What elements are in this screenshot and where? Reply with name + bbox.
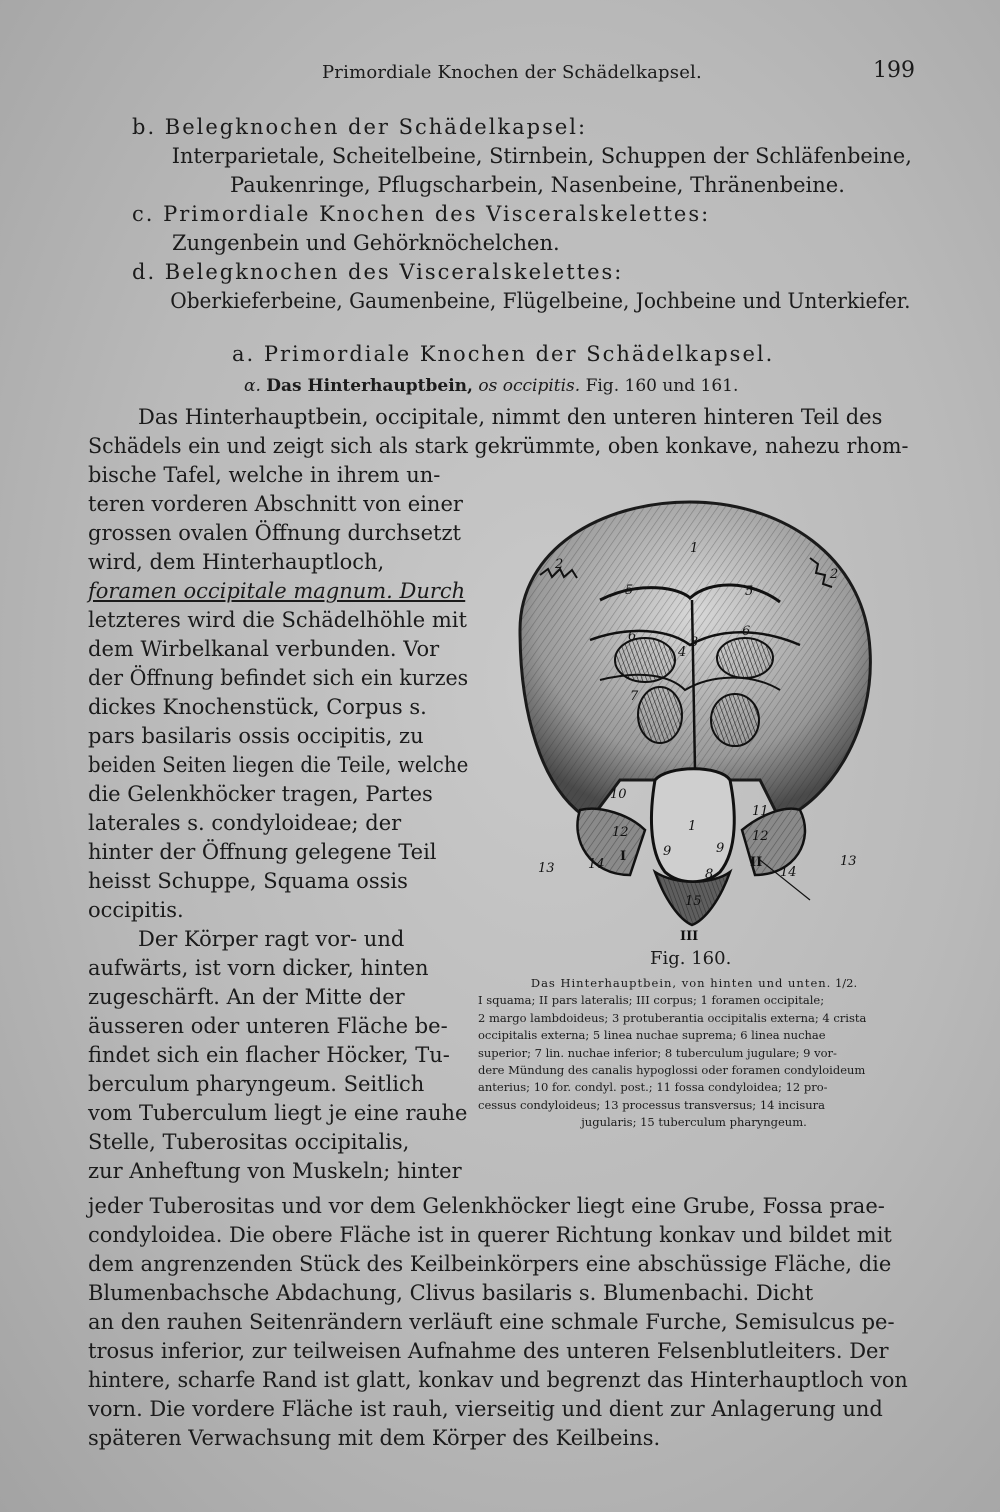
text-line: hintere, scharfe Rand ist glatt, konkav und begrenzt das Hinterhauptloch von (88, 1368, 908, 1392)
text-line: die Gelenkhöcker tragen, Partes (88, 782, 433, 806)
section-heading: a. Primordiale Knochen der Schädelkapsel. (232, 342, 775, 366)
text-line: bische Tafel, welche in ihrem un- (88, 463, 441, 487)
list-b-label: b. Belegknochen der Schädelkapsel: (132, 115, 588, 139)
figure-marker: 10 (610, 787, 627, 802)
text-line: zur Anheftung von Muskeln; hinter (88, 1159, 462, 1183)
figure-caption (478, 975, 910, 1132)
list-b (132, 113, 912, 200)
figure-marker: 5 (625, 583, 634, 598)
narrow-column (88, 490, 468, 1186)
text-line: Stelle, Tuberositas occipitalis, (88, 1130, 410, 1154)
text-line: äusseren oder unteren Fläche be- (88, 1014, 448, 1038)
text-line: condyloidea. Die obere Fläche ist in querer Richtung konkav und bildet mit (88, 1223, 892, 1247)
text-line: grossen ovalen Öffnung durchsetzt (88, 521, 461, 545)
text-line: zugeschärft. An der Mitte der (88, 985, 405, 1009)
figure-marker: 14 (588, 857, 605, 872)
figure-marker: 1 (690, 541, 699, 556)
text-line: späteren Verwachsung mit dem Körper des Keilbeins. (88, 1426, 661, 1450)
text-line: trosus inferior, zur teilweisen Aufnahme des unteren Felsenblutleiters. Der (88, 1339, 889, 1363)
text-line: vorn. Die vordere Fläche ist rauh, vierseitig und dient zur Anlagerung und (88, 1397, 883, 1421)
text-line: vom Tuberculum liegt je eine rauhe (88, 1101, 468, 1125)
caption-line: anterius; 10 for. condyl. post.; 11 fossa condyloidea; 12 pro- (478, 1080, 828, 1095)
text-line: Der Körper ragt vor- und (138, 927, 405, 951)
occipital-bone-illustration (480, 480, 900, 950)
figure-marker: 12 (752, 829, 769, 844)
list-d-label: d. Belegknochen des Visceralskelettes: (132, 260, 624, 284)
list-d (132, 258, 912, 316)
figure-marker-roman: I (620, 849, 627, 864)
page-number: 199 (873, 58, 915, 83)
figure-marker: 2 (830, 567, 839, 582)
text-line: heisst Schuppe, Squama ossis (88, 869, 408, 893)
figure-marker: 9 (716, 841, 725, 856)
text-line: aufwärts, ist vorn dicker, hinten (88, 956, 429, 980)
caption-line: superior; 7 lin. nuchae inferior; 8 tuberculum jugulare; 9 vor- (478, 1045, 837, 1060)
figure-marker: 3 (690, 635, 699, 650)
figure-160 (480, 480, 900, 960)
text-line: Das Hinterhauptbein, occipitale, nimmt den unteren hinteren Teil des (138, 405, 883, 429)
caption-line: jugularis; 15 tuberculum pharyngeum. (581, 1115, 807, 1130)
figure-marker: 8 (705, 867, 714, 882)
figure-label: Fig. 160. (650, 948, 732, 969)
list-b-line1: Interparietale, Scheitelbeine, Stirnbein, Schuppen der Schläfenbeine, (171, 144, 912, 168)
caption-line: occipitalis externa; 5 linea nuchae suprema; 6 linea nuchae (478, 1028, 826, 1043)
caption-line: dere Mündung des canalis hypoglossi oder foramen condyloideum (478, 1063, 866, 1078)
subheading-latin: os occipitis. (478, 376, 581, 396)
text-line: dem Wirbelkanal verbunden. Vor (88, 637, 440, 661)
text-line: dem angrenzenden Stück des Keilbeinkörpers eine abschüssige Fläche, die (88, 1252, 892, 1276)
text-line: findet sich ein flacher Höcker, Tu- (88, 1043, 450, 1067)
figure-marker: 1 (688, 819, 697, 834)
figure-marker: 6 (628, 629, 637, 644)
text-line: Blumenbachsche Abdachung, Clivus basilaris s. Blumenbachi. Dicht (88, 1281, 814, 1305)
text-line: dickes Knochenstück, Corpus s. (88, 695, 427, 719)
figure-marker: 9 (663, 844, 672, 859)
figure-marker-roman: III (680, 929, 699, 944)
figure-marker: 15 (685, 894, 702, 909)
list-c-line1: Zungenbein und Gehörknöchelchen. (172, 231, 560, 255)
figure-marker: 14 (780, 865, 797, 880)
figure-marker: 2 (555, 557, 564, 572)
list-c-label: c. Primordiale Knochen des Visceralskelettes: (132, 202, 711, 226)
figure-marker: 12 (612, 825, 629, 840)
running-head: Primordiale Knochen der Schädelkapsel. (322, 62, 702, 83)
figure-marker: 4 (678, 645, 687, 660)
figure-marker-roman: II (750, 855, 763, 870)
caption-head-line (478, 975, 910, 992)
text-line: berculum pharyngeum. Seitlich (88, 1072, 425, 1096)
figure-marker: 7 (630, 689, 639, 704)
figure-marker: 13 (840, 854, 857, 869)
list-b-line2: Paukenringe, Pflugscharbein, Nasenbeine, Thränenbeine. (230, 173, 845, 197)
caption-line: cessus condyloideus; 13 processus transversus; 14 incisura (478, 1097, 825, 1112)
text-line: Schädels ein und zeigt sich als stark gekrümmte, oben konkave, nahezu rhom- (88, 434, 909, 458)
caption-scale: 1/2. (834, 976, 858, 990)
list-d-line1: Oberkieferbeine, Gaumenbeine, Flügelbeine, Jochbeine und Unterkiefer. (170, 289, 911, 313)
figure-marker: 6 (742, 624, 751, 639)
text-line: letzteres wird die Schädelhöhle mit (88, 608, 467, 632)
text-line: pars basilaris ossis occipitis, zu (88, 724, 424, 748)
subheading-figref: Fig. 160 und 161. (585, 376, 739, 396)
figure-marker: 11 (752, 804, 769, 819)
figure-marker: 5 (745, 584, 754, 599)
text-line: an den rauhen Seitenrändern verläuft eine schmale Furche, Semisulcus pe- (88, 1310, 895, 1334)
text-line: der Öffnung befindet sich ein kurzes (88, 666, 469, 690)
paragraph-intro (88, 403, 908, 490)
text-line: teren vorderen Abschnitt von einer (88, 492, 463, 516)
list-c (132, 200, 912, 258)
caption-line: I squama; II pars lateralis; III corpus; 1 foramen occipitale; (478, 993, 825, 1008)
text-line: beiden Seiten liegen die Teile, welche (88, 753, 469, 777)
figure-marker: 13 (538, 861, 555, 876)
text-line: hinter der Öffnung gelegene Teil (88, 840, 437, 864)
text-line: laterales s. condyloideae; der (88, 811, 402, 835)
text-line: foramen occipitale magnum. Durch (88, 579, 466, 603)
caption-head: Das Hinterhauptbein, von hinten und unten. (530, 976, 832, 990)
subheading-prefix: α. (244, 376, 261, 396)
text-line: jeder Tuberositas und vor dem Gelenkhöcker liegt eine Grube, Fossa prae- (88, 1194, 885, 1218)
paragraph-continued (88, 1192, 908, 1453)
text-line: wird, dem Hinterhauptloch, (88, 550, 385, 574)
text-line: occipitis. (88, 898, 184, 922)
caption-line: 2 margo lambdoideus; 3 protuberantia occipitalis externa; 4 crista (478, 1010, 867, 1025)
section-subheading (244, 372, 738, 401)
subheading-title: Das Hinterhauptbein, (266, 376, 473, 396)
